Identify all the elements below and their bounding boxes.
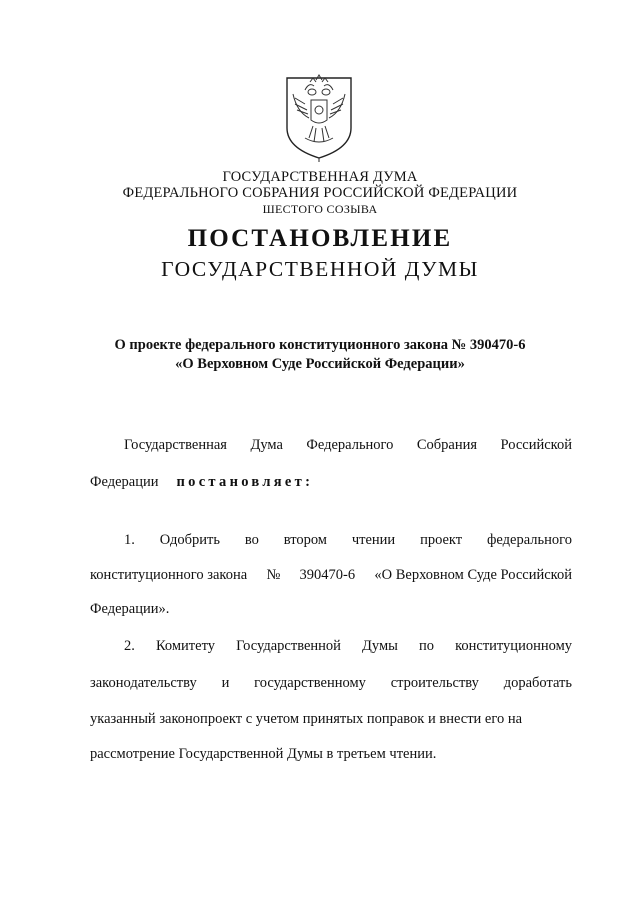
word: 2. (124, 638, 135, 654)
word: государственному (254, 675, 366, 691)
word: проект (420, 532, 463, 548)
org-line-3: ШЕСТОГО СОЗЫВА (262, 202, 378, 216)
subject-line-2: «О Верховном Суде Российской Федерации» (175, 356, 465, 372)
word: во (244, 532, 259, 548)
word: Комитету (155, 638, 215, 654)
document-subtitle: ГОСУДАРСТВЕННОЙ ДУМЫ (161, 257, 479, 281)
item-1-line-1 (124, 532, 572, 549)
preamble-line-1 (124, 437, 572, 454)
word: Дума (250, 437, 283, 453)
word: законодательству (90, 675, 197, 691)
word: чтении (351, 532, 396, 548)
word: втором (283, 532, 327, 548)
org-line-1: ГОСУДАРСТВЕННАЯ ДУМА (222, 169, 418, 185)
word: Государственной (236, 638, 341, 654)
word: Российской (500, 437, 572, 453)
word: Государственная (124, 437, 227, 453)
word: Одобрить (159, 532, 220, 548)
word: доработать (503, 675, 572, 691)
item-1-line-2 (90, 567, 572, 584)
preamble-line-2 (90, 474, 572, 491)
item-2-line-4: рассмотрение Государственной Думы в третьем чтении. (90, 746, 437, 762)
word: 1. (124, 532, 135, 548)
item-2-line-1 (124, 638, 572, 655)
word: и (221, 675, 230, 691)
item-2-line-3: указанный законопроект с учетом принятых поправок и внести его на (90, 711, 523, 727)
org-line-2: ФЕДЕРАЛЬНОГО СОБРАНИЯ РОССИЙСКОЙ ФЕДЕРАЦИИ (122, 185, 518, 201)
word: конституционного закона (90, 567, 248, 583)
coat-of-arms-eagle-icon (283, 72, 355, 162)
item-1-line-3: Федерации». (90, 601, 170, 617)
document-title: ПОСТАНОВЛЕНИЕ (187, 225, 453, 252)
word: «О Верховном Суде Российской (374, 567, 572, 583)
item-2-line-2 (90, 675, 572, 692)
resolves-keyword: постановляет: (176, 474, 314, 490)
subject-line-1: О проекте федерального конституционного закона № 390470-6 (114, 337, 526, 353)
word: конституционному (455, 638, 572, 654)
word: Собрания (416, 437, 478, 453)
word: № (266, 567, 281, 583)
word: по (418, 638, 434, 654)
word: строительству (390, 675, 479, 691)
word: Федерального (306, 437, 394, 453)
word: 390470-6 (299, 567, 356, 583)
preamble-text: Федерации (90, 474, 159, 490)
word: Думы (362, 638, 398, 654)
word: федерального (487, 532, 572, 548)
